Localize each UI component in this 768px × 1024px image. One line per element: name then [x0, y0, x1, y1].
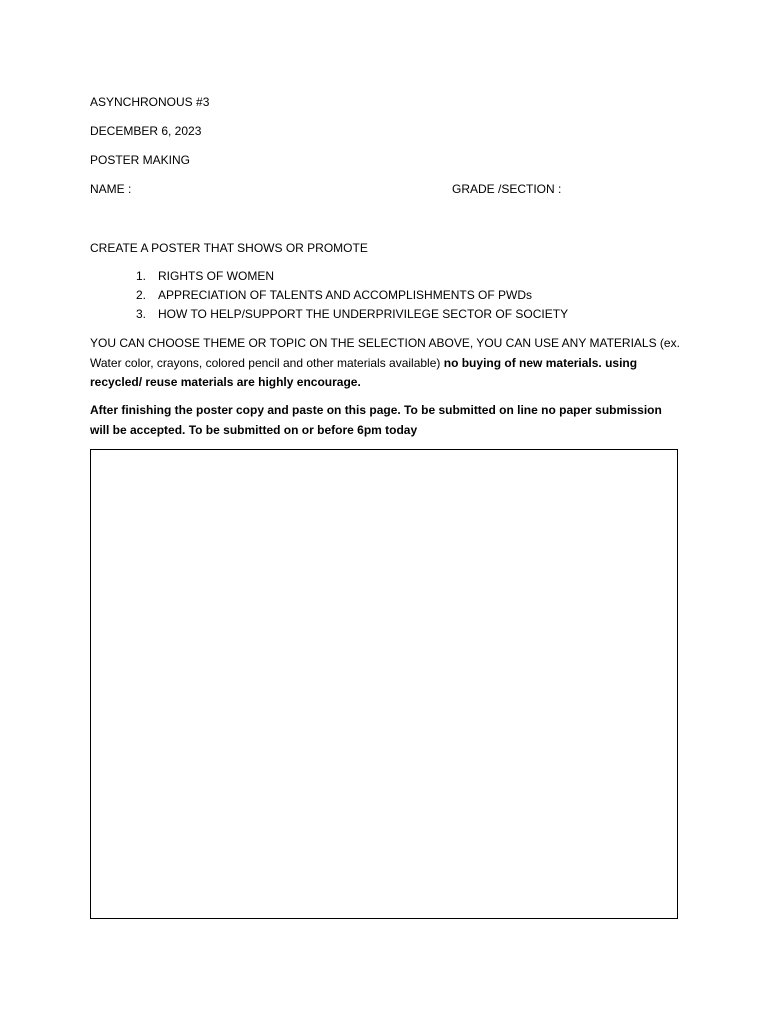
list-item-text: HOW TO HELP/SUPPORT THE UNDERPRIVILEGE SECTOR OF SOCIETY: [158, 307, 569, 321]
name-label: NAME :: [90, 182, 132, 196]
materials-paragraph: [90, 334, 680, 393]
list-item-text: APPRECIATION OF TALENTS AND ACCOMPLISHMENTS OF PWDs: [158, 288, 533, 302]
list-item: [90, 268, 568, 287]
activity-title: POSTER MAKING: [90, 153, 191, 167]
materials-text: YOU CAN CHOOSE THEME OR TOPIC ON THE SELECTION ABOVE, YOU CAN USE ANY MATERIALS (ex. Water color, crayons, colored pencil and other materials available): [90, 336, 680, 370]
submission-instructions: After finishing the poster copy and paste on this page. To be submitted on line no paper submission will be accepted. To be submitted on or before 6pm today: [90, 403, 662, 437]
document-title: ASYNCHRONOUS #3: [90, 95, 210, 109]
materials-note: no buying of new materials. using recycled/ reuse materials are highly encourage.: [90, 355, 638, 389]
poster-paste-area[interactable]: [90, 449, 678, 919]
list-item-number: 1.: [136, 269, 147, 283]
list-item: [90, 306, 568, 325]
grade-section-label: GRADE /SECTION :: [452, 182, 562, 196]
instructions-intro: CREATE A POSTER THAT SHOWS OR PROMOTE: [90, 241, 368, 255]
list-item: [90, 287, 568, 306]
topic-list: [90, 268, 568, 325]
list-item-text: RIGHTS OF WOMEN: [158, 269, 274, 283]
list-item-number: 2.: [136, 288, 147, 302]
list-item-number: 3.: [136, 307, 147, 321]
document-date: DECEMBER 6, 2023: [90, 124, 202, 138]
